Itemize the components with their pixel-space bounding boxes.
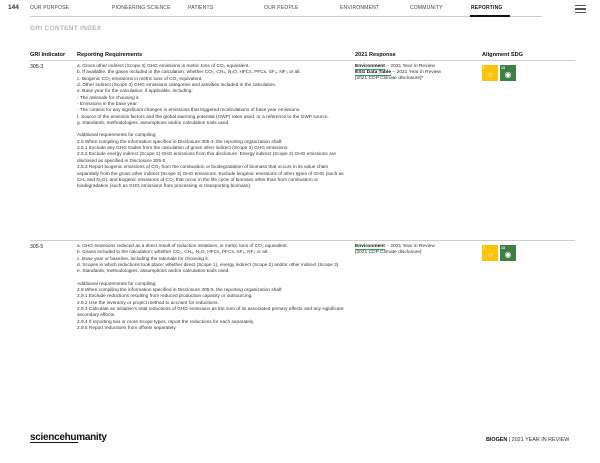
sdg-icons: [482, 245, 518, 263]
environment-link[interactable]: Environment: [355, 64, 385, 69]
response-line[interactable]: Environment – 2021 Year in Review: [355, 244, 435, 249]
row-divider: [30, 240, 575, 241]
requirement-line: Additional requirements for compiling:: [77, 133, 157, 139]
requirement-line: d. Other indirect (Scope 3) GHG emissions categories and activities included in the calculation.: [77, 83, 277, 89]
requirement-line: - The rationale for choosing it.: [77, 95, 140, 101]
response-line: [2021 CDP Climate disclosure]: [355, 250, 422, 256]
requirement-line: b. Gases included in the calculation; whether CO₂, CH₄, N₂O, HFCs, PFCs, SF₆, NF₃ or all.: [77, 250, 269, 256]
requirement-line: a. GHG emissions reduced as a direct result of reduction initiatives, in metric tons of CO₂ equivalent.: [77, 244, 288, 249]
sun-icon: ☼: [486, 250, 494, 259]
requirement-line: b. If available, the gases included in the calculation; whether CO₂, CH₄, N₂O, HFCs, PFCs, SF₆, NF₃ or all.: [77, 70, 301, 76]
col-header-response: 2021 Response: [355, 52, 396, 58]
requirement-line: 2.9.2 Use the inventory or project method to account for reductions.: [77, 300, 219, 306]
row-indicator: 305-5: [30, 244, 44, 250]
nav-environment[interactable]: ENVIRONMENT: [340, 5, 380, 11]
col-header-sdg: Alignment SDG: [482, 52, 524, 58]
nav-our-people[interactable]: OUR PEOPLE: [264, 5, 299, 11]
footer-report: 2021 YEAR IN REVIEW: [511, 437, 570, 443]
header-divider: [30, 60, 575, 61]
row-requirements: [77, 64, 347, 191]
nav-reporting[interactable]: REPORTING: [471, 5, 503, 11]
requirement-line: e. Base year for the calculation, if applicable, including:: [77, 89, 193, 95]
col-header-requirements: Reporting Requirements: [77, 52, 143, 58]
col-header-indicator: GRI Indicator: [30, 52, 66, 58]
esg-data-table-link[interactable]: ESG Data Table: [355, 70, 392, 76]
science-humanity-logo: [30, 432, 107, 443]
requirement-line: Additional requirements for compiling:: [77, 281, 157, 287]
footer-brand: BIOGEN: [486, 437, 508, 443]
eye-globe-icon: ◉: [504, 250, 512, 259]
requirement-line: 2.9.1 Exclude reductions resulting from reduced production capacity or outsourcing.: [77, 294, 253, 300]
top-navigation: [0, 0, 600, 16]
requirement-line: 2.5.1 Exclude any GHG trades from the calculation of gross other indirect (Scope 3) GHG emissions.: [77, 146, 289, 152]
environment-link[interactable]: Environment: [355, 244, 385, 249]
nav-pioneering-science[interactable]: PIONEERING SCIENCE: [112, 5, 171, 11]
nav-our-purpose[interactable]: OUR PURPOSE: [30, 5, 70, 11]
nav-patients[interactable]: PATIENTS: [188, 5, 214, 11]
row-requirements: [77, 244, 347, 332]
sun-icon: ☼: [486, 70, 494, 79]
row-indicator: 305-3: [30, 64, 44, 70]
section-title: GRI CONTENT INDEX: [30, 25, 102, 32]
row-response: [355, 244, 485, 256]
page-number: 144: [8, 4, 19, 11]
row-response: [355, 64, 485, 83]
logo-part2: humanity: [64, 432, 107, 443]
requirement-line: 2.9.3 Calculate an initiative's total reductions of GHG emissions as the sum of its associated primary effects and any significant secondary effects.: [77, 307, 344, 319]
sdg-7-badge: 7 ☼: [482, 65, 498, 81]
requirement-line: a. Gross other indirect (Scope 3) GHG emissions in metric tons of CO₂ equivalent.: [77, 64, 250, 69]
response-line: [2021 CDP Climate disclosure]*: [355, 76, 424, 82]
nav-divider: [30, 16, 542, 17]
eye-globe-icon: ◉: [504, 70, 512, 79]
sdg-icons: [482, 65, 518, 83]
logo-part1: science: [30, 432, 65, 443]
requirement-line: c. Biogenic CO₂ emissions in metric tons of CO₂ equivalent.: [77, 76, 203, 82]
requirement-line: 2.5 When compiling the information specified in Disclosure 305-3, the reporting organization shall:: [77, 139, 283, 145]
nav-community[interactable]: COMMUNITY: [410, 5, 443, 11]
requirement-line: f. Source of the emission factors and the global warming potential (GWP) rates used, or a reference to the GWP source.: [77, 114, 329, 120]
requirement-line: 2.9.5 Report reductions from offsets separately.: [77, 326, 177, 332]
menu-icon[interactable]: [575, 5, 586, 15]
requirement-line: e. Standards, methodologies, assumptions and/or calculation tools used.: [77, 269, 230, 275]
requirement-line: 2.9.4 If reporting two or more Scope types, report the reductions for each separately.: [77, 319, 255, 325]
footer-report-title: BIOGEN | 2021 YEAR IN REVIEW: [486, 437, 570, 443]
requirement-line: c. Base year or baseline, including the rationale for choosing it.: [77, 256, 210, 262]
requirement-line: 2.5.2 Exclude energy indirect (Scope 2) GHG emissions from this disclosure. Energy indirect (Scope 2) GHG emissions are disclosed as specified in Disclosure 305-2.: [77, 152, 336, 164]
response-line[interactable]: Environment – 2021 Year in Review: [355, 64, 435, 69]
sdg-13-badge: 13 ◉: [500, 65, 516, 81]
requirement-line: 2.9 When compiling the information specified in Disclosure 305-5, the reporting organization shall:: [77, 288, 283, 294]
requirement-line: - Emissions in the base year.: [77, 102, 138, 108]
requirement-line: d. Scopes in which reductions took place; whether direct (Scope 1), energy indirect (Scope 2) and/or other indirect (Scope 3).: [77, 263, 340, 269]
requirement-line: g. Standards, methodologies, assumptions and/or calculation tools used.: [77, 121, 230, 127]
sdg-13-badge: 13 ◉: [500, 245, 516, 261]
response-line[interactable]: ESG Data Table – 2021 Year in Review: [355, 70, 442, 76]
nav-active-indicator: [470, 15, 510, 17]
sdg-7-badge: 7 ☼: [482, 245, 498, 261]
requirement-line: - The context for any significant changes in emissions that triggered recalculations of base year emissions.: [77, 108, 301, 114]
requirement-line: 2.5.3 Report biogenic emissions of CO₂ from the combustion or biodegradation of biomass that occurs in its value chain separately from the gross other indirect (Scope 3) GHG emissions. Exclude biogenic emissions of other types of GHG (such as CH₄ and N₂O), and biogenic emissions of CO₂ that occur in the life cycle of biomass other than from combustion or biodegradation (such as GHG emissions from processing or transporting biomass).: [77, 165, 344, 190]
